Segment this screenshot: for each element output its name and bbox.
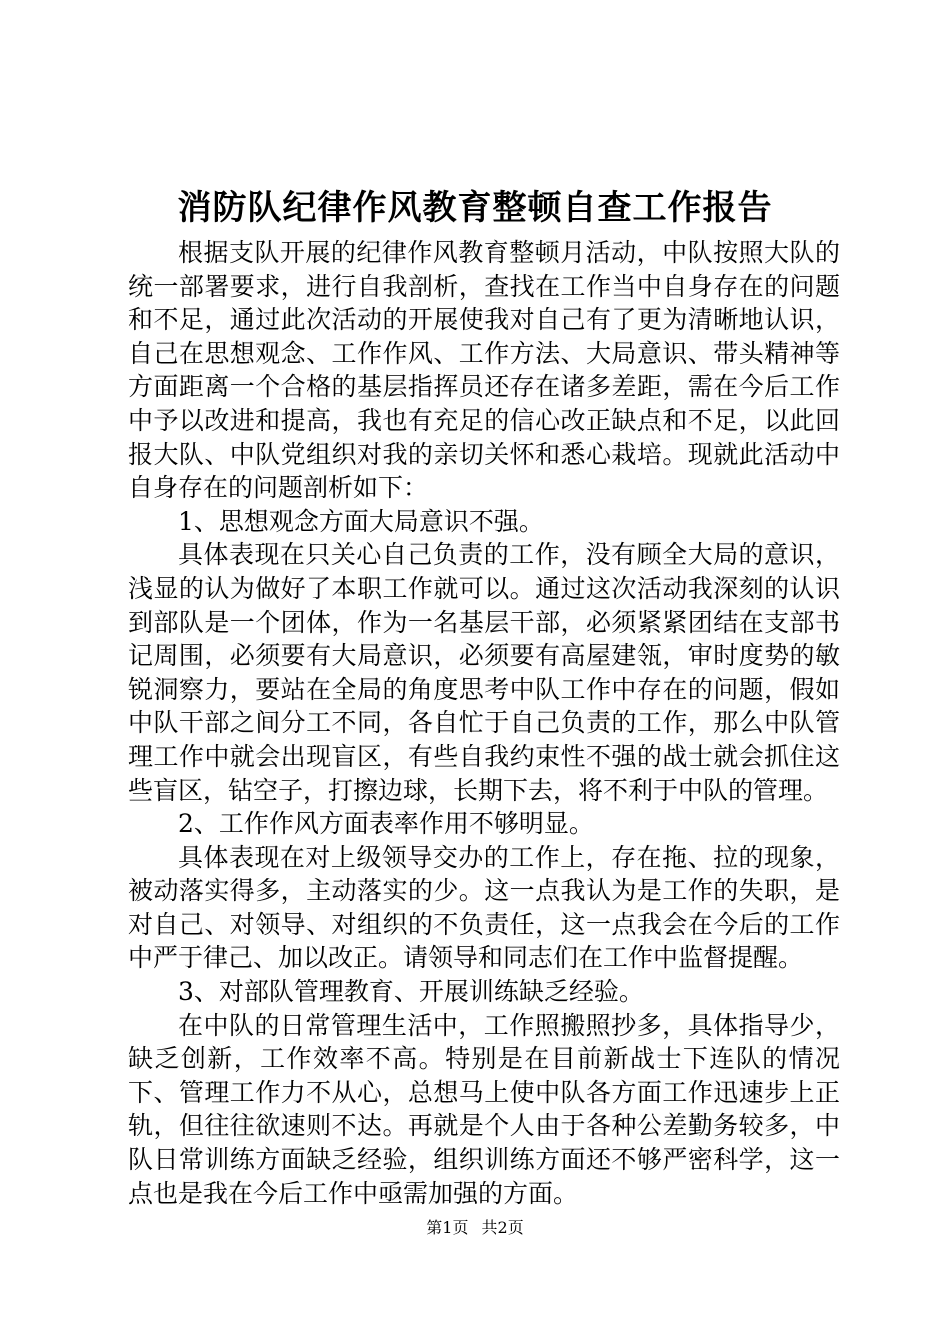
intro-paragraph: 根据支队开展的纪律作风教育整顿月活动，中队按照大队的统一部署要求，进行自我剖析，查找在工作当中自身存在的问题和不足，通过此次活动的开展使我对自己有了更为清晰地认识，自己在思想观念、工作作风、工作方法、大局意识、带头精神等方面距离一个合格的基层指挥员还存在诸多差距，需在今后工作中予以改进和提高，我也有充足的信心改正缺点和不足，以此回报大队、中队党组织对我的亲切关怀和悉心栽培。现就此活动中自身存在的问题剖析如下： (128, 238, 840, 503)
section-3-body: 在中队的日常管理生活中，工作照搬照抄多，具体指导少，缺乏创新，工作效率不高。特别是在目前新战士下连队的情况下、管理工作力不从心，总想马上使中队各方面工作迅速步上正轨，但往往欲速则不达。再就是个人由于各种公差勤务较多，中队日常训练方面缺乏经验，组织训练方面还不够严密科学，这一点也是我在今后工作中亟需加强的方面。 (128, 1010, 840, 1208)
section-1-heading: 1、思想观念方面大局意识不强。 (178, 506, 544, 536)
page-number-current: 第1页 (426, 1218, 469, 1237)
section-1-body: 具体表现在只关心自己负责的工作，没有顾全大局的意识，浅显的认为做好了本职工作就可以。通过这次活动我深刻的认识到部队是一个团体，作为一名基层干部，必须紧紧团结在支部书记周围，必须要有大局意识，必须要有高屋建瓴，审时度势的敏锐洞察力，要站在全局的角度思考中队工作中存在的问题，假如中队干部之间分工不同，各自忙于自己负责的工作，那么中队管理工作中就会出现盲区，有些自我约束性不强的战士就会抓住这些盲区，钻空子，打擦边球，长期下去，将不利于中队的管理。 (128, 540, 840, 805)
section-2-body: 具体表现在对上级领导交办的工作上，存在拖、拉的现象，被动落实得多，主动落实的少。这一点我认为是工作的失职，是对自己、对领导、对组织的不负责任，这一点我会在今后的工作中严于律己、加以改正。请领导和同志们在工作中监督提醒。 (128, 842, 840, 973)
document-title: 消防队纪律作风教育整顿自查工作报告 (177, 188, 773, 228)
section-2-heading: 2、工作作风方面表率作用不够明显。 (178, 809, 594, 839)
page-number-total: 共2页 (481, 1218, 524, 1237)
page-footer (0, 1216, 950, 1240)
section-3-heading: 3、对部队管理教育、开展训练缺乏经验。 (178, 977, 644, 1007)
document-body (128, 236, 840, 1210)
